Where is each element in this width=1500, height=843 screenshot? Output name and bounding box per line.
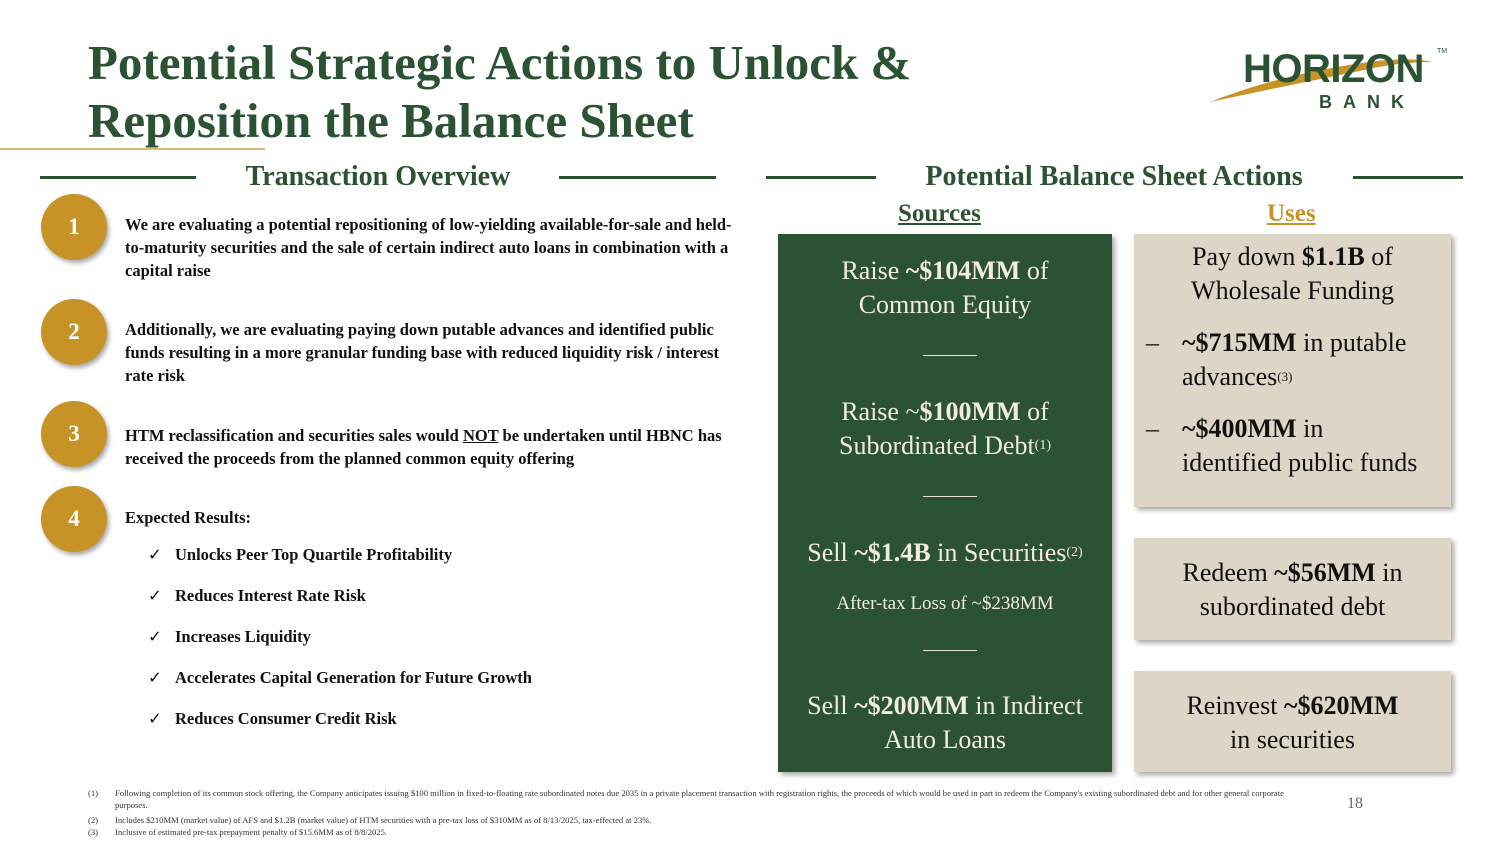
src-text: Sell	[807, 538, 855, 567]
result-label: Reduces Interest Rate Risk	[175, 586, 366, 605]
horizon-bank-logo	[1205, 42, 1455, 117]
result-label: Unlocks Peer Top Quartile Profitability	[175, 545, 453, 564]
sources-label: Sources	[898, 200, 981, 227]
src-amount: ~$104MM	[905, 256, 1021, 285]
src-amount: $100MM	[919, 397, 1021, 426]
use-amount: ~$620MM	[1283, 691, 1399, 720]
use-text: of	[1364, 242, 1393, 271]
footnote-number: (1)	[88, 788, 99, 798]
result-label: Accelerates Capital Generation for Future Growth	[175, 668, 532, 687]
use-text: Reinvest	[1186, 691, 1284, 720]
src-text: Auto Loans	[883, 725, 1007, 754]
footnote-ref: (2)	[1066, 545, 1083, 560]
step-3-text-pre: HTM reclassification and securities sales would	[125, 426, 463, 445]
after-tax-loss-note: After-tax Loss of ~$238MM	[836, 593, 1054, 614]
use-text: Pay down	[1192, 242, 1302, 271]
src-text: Raise ~	[841, 397, 920, 426]
use-text: Redeem	[1182, 558, 1275, 587]
use-reinvest-text	[1134, 689, 1451, 757]
step-4-text: Expected Results:	[125, 508, 252, 527]
source-securities-sale	[778, 536, 1112, 570]
src-text: of	[1020, 397, 1049, 426]
footnote-ref: (1)	[1034, 438, 1051, 453]
use-text: in	[1375, 558, 1403, 587]
page-title	[88, 34, 1088, 150]
use-text: in securities	[1230, 725, 1355, 754]
src-amount: ~$1.4B	[854, 538, 931, 567]
title-line-2: Reposition the Balance Sheet	[88, 93, 694, 148]
src-text: in Securities	[930, 538, 1067, 567]
result-item	[148, 627, 311, 647]
result-item	[148, 586, 366, 606]
src-text: of	[1020, 256, 1049, 285]
check-icon: ✓	[148, 586, 162, 605]
result-label: Reduces Consumer Credit Risk	[175, 709, 397, 728]
use-reinvest-panel	[1134, 671, 1451, 772]
logo-subtitle: BANK	[1319, 92, 1415, 112]
use-putable-advances-bullet	[1146, 326, 1446, 396]
step-3-emphasis: NOT	[462, 426, 499, 445]
step-1-text: We are evaluating a potential repositioning of low-yielding available-for-sale and held-to-maturity securities and the sale of certain indirect auto loans in combination with a capital raise	[125, 215, 732, 280]
check-icon: ✓	[148, 709, 162, 728]
footnote-number: (3)	[88, 827, 99, 837]
step-number-4: 4	[41, 486, 107, 552]
footnote-3	[88, 826, 1318, 838]
logo-wordmark: HORIZON	[1243, 47, 1424, 91]
use-text: advances	[1182, 362, 1278, 391]
right-header-rule-right	[1353, 176, 1463, 179]
sources-divider	[923, 355, 977, 356]
source-auto-loans	[778, 689, 1112, 757]
result-item	[148, 709, 397, 729]
use-redeem-text	[1134, 556, 1451, 624]
result-item	[148, 668, 532, 688]
footnote-ref: (3)	[1277, 369, 1293, 384]
src-text: in Indirect	[968, 691, 1083, 720]
step-number-3: 3	[41, 401, 107, 467]
use-text: subordinated debt	[1199, 592, 1386, 621]
left-section-header: Transaction Overview	[245, 161, 511, 192]
right-section-header: Potential Balance Sheet Actions	[925, 161, 1303, 192]
footnote-2	[88, 814, 1318, 826]
footnote-number: (2)	[88, 815, 99, 825]
use-public-funds-bullet	[1146, 412, 1446, 482]
check-icon: ✓	[148, 668, 162, 687]
check-icon: ✓	[148, 627, 162, 646]
use-amount: ~$56MM	[1274, 558, 1376, 587]
check-icon: ✓	[148, 545, 162, 564]
dash-icon: –	[1146, 414, 1159, 443]
logo-trademark: TM	[1437, 48, 1448, 55]
step-number-2: 2	[41, 299, 107, 365]
use-paydown-heading	[1134, 240, 1451, 308]
step-number-1: 1	[41, 194, 107, 260]
page-number: 18	[1347, 795, 1363, 812]
sources-divider	[923, 496, 977, 497]
src-text: Sell	[807, 691, 855, 720]
uses-label: Uses	[1267, 200, 1316, 227]
footnote-text: Following completion of its common stock offering, the Company anticipates issuing $100 million in fixed-to-floating rate subordinated notes due 2035 in a private placement transaction with registration rights, the proceeds of which would be used in part to redeem the Company's existing subordinated debt and for other general corporate purposes.	[115, 788, 1284, 810]
left-header-rule-left	[40, 176, 196, 179]
footnote-text: Inclusive of estimated pre-tax prepayment penalty of $15.6MM as of 8/8/2025.	[115, 827, 388, 837]
use-amount: ~$715MM	[1182, 328, 1297, 357]
title-underline	[0, 148, 265, 150]
right-header-rule-left	[766, 176, 876, 179]
sources-divider	[923, 650, 977, 651]
src-text: Common Equity	[858, 290, 1032, 319]
dash-icon: –	[1146, 328, 1159, 357]
use-text: Wholesale Funding	[1191, 276, 1394, 305]
use-wholesale-funding-panel	[1134, 234, 1451, 507]
result-item	[148, 545, 452, 565]
use-text: identified public funds	[1182, 448, 1418, 477]
source-common-equity	[778, 254, 1112, 322]
left-header-rule-right	[559, 176, 716, 179]
src-text: Raise	[841, 256, 906, 285]
src-text: Subordinated Debt	[838, 431, 1035, 460]
title-line-1: Potential Strategic Actions to Unlock &	[88, 35, 912, 90]
step-3-text	[125, 424, 745, 470]
use-text: in	[1296, 414, 1324, 443]
src-amount: ~$200MM	[854, 691, 969, 720]
step-3-text-post: be undertaken until HBNC has received the proceeds from the planned common equity offering	[125, 426, 722, 468]
use-redeem-debt-panel	[1134, 538, 1451, 640]
footnote-text: Includes $210MM (market value) of AFS and $1.2B (market value) of HTM securities with a pre-tax loss of $310MM as of 8/13/2025, tax-effected at 23%.	[115, 815, 652, 825]
result-label: Increases Liquidity	[175, 627, 311, 646]
footnote-1	[88, 787, 1318, 813]
step-2-text: Additionally, we are evaluating paying down putable advances and identified public funds resulting in a more granular funding base with reduced liquidity risk / interest rate risk	[125, 320, 719, 385]
use-amount: ~$400MM	[1182, 414, 1297, 443]
use-amount: $1.1B	[1301, 242, 1365, 271]
source-subordinated-debt	[778, 395, 1112, 463]
use-text: in putable	[1296, 328, 1407, 357]
sources-panel	[778, 234, 1112, 772]
